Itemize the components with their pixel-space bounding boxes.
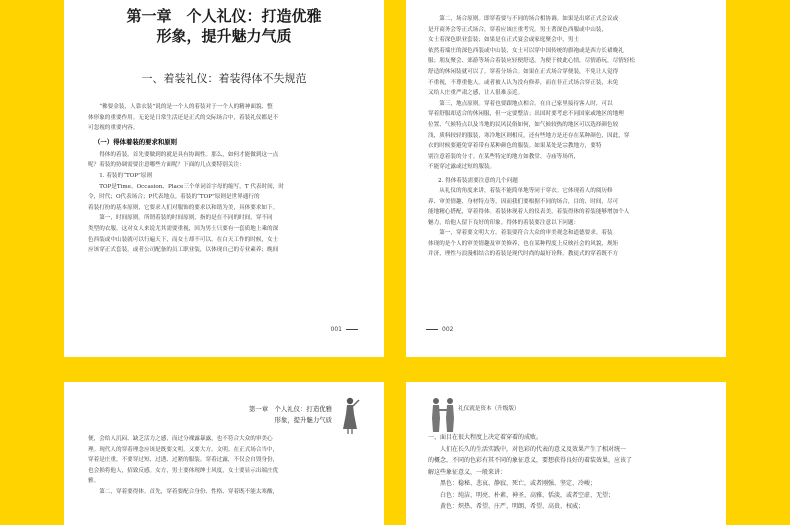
folio-rule [426, 329, 438, 330]
page-number [426, 326, 453, 333]
paragraph-line: 人们在长久的生活实践中，对色彩的代表的意义及效果产生了相对统一 [440, 445, 627, 453]
paragraph-line: 也会损将他人，招致反感。女方，男士要体现绅士风度，女士要显示出端庄优 [88, 467, 279, 474]
paragraph-line: 解这些象征意义，一般来讲： [428, 468, 507, 476]
paragraph-line: 令，时代；O代表场合；P代表地点。着装的“TOP”原则是世界通行的 [88, 194, 260, 201]
paragraph-line: 能地精心搭配，穿着得体。着装体现着人的仪表美，着装得体的着装能够增加个人 [428, 209, 630, 216]
numbered-heading: 2. 得体着装需要注意的几个问题 [438, 177, 518, 184]
paragraph-line: 别注意着装的分寸。在某些特定的地方如教堂、寺庙等场所， [428, 153, 580, 160]
paragraph-line: 第二，穿着要得体。首先，穿着要配合身份、性格、穿着既不能太寒酸， [99, 488, 279, 495]
paragraph-line: 并济，理性与浪漫相结合的着装是现代时尚的最好诠释。教徒式的穿着既不方 [428, 251, 619, 258]
paragraph-line: TOP是Time、Occasion、Place三个单词首字母的缩写。T 代表时间，时 [99, 183, 284, 190]
list-item: 白色：纯洁、明亮、朴素、神圣、高雅、恬淡，或者空虚、无望； [440, 491, 615, 499]
paragraph-line: 雅。 [88, 478, 100, 485]
paragraph-line: 依然着端庄的深色西装或中山装，女士可以穿中国传统的旗袍或是西方长裙晚礼 [428, 47, 624, 54]
page-number-text: 002 [442, 326, 454, 333]
paragraph-line: 舒适的休闲装就可以了。穿着分场合。如果在正式场合穿便装，不免让人觉得 [428, 68, 619, 75]
paragraph-line: 便，会给人沉闷、缺乏活力之感，而过分裸露暴露，也不符合大众的审美心 [88, 436, 273, 442]
paragraph-line: 应该穿正式套装，或者公司配备的员工职业装，以体现自己的专业素养；晚间 [88, 247, 279, 254]
paragraph-line: 第三，地点原则。穿着也要跟地点相合。在自己家里接待客人时，可以 [439, 100, 613, 107]
folio-rule [346, 329, 358, 330]
page-body [88, 434, 360, 498]
paragraph-line: 色西装或中山装就可以行遍天下，而女士却不可以。在白天工作的时候，女士 [88, 236, 279, 243]
paragraph-line: 穿着舒服却适合的休闲服，但一定要整洁；出国时要考虑不同国家或地区的地理 [428, 111, 624, 118]
paragraph-line: 着装打扮的基本原则，它要求人们对服饰的要求以和谐为美，具体要求如下。 [88, 204, 279, 211]
paragraph-line: 第一，时间原则。所谓着装的时间原则，指的是在不同的时间，穿不同 [99, 215, 273, 222]
book-page-1 [64, 0, 384, 357]
subsection-heading: （一）得体着装的要求和原则 [94, 137, 178, 146]
paragraph-line: 一、面目在很大程度上决定着穿着的成败。 [428, 434, 543, 441]
paragraph-line: 体形象的重要作用。无论是日常生活还是正式的交际场合中，着装礼仪都是不 [88, 114, 279, 121]
page-number [331, 326, 358, 333]
book-page-3 [64, 382, 384, 525]
paragraph-line: 是开商务会等正式场合，穿着应该庄重考究。男士著深色西服或中山装， [428, 26, 608, 33]
book-page-2 [406, 0, 726, 357]
paragraph-line: 魅力，给他人留下良好的印象。得体的着装要注意以下问题： [428, 219, 580, 226]
paragraph-line: 浅，质料较轻的服装，寒冷地区则相反。还有些地方是还存在某种颜色，因此，穿 [428, 132, 630, 139]
page-number-text: 001 [330, 326, 342, 333]
running-head [249, 404, 332, 426]
paragraph-line: 服；朋友聚会、郊游等场合着装应轻便舒适。为便于彼此心情，尽情游玩，尽情轻松 [428, 58, 635, 65]
paragraph-line: 从礼仪的角度来讲，着装不能简单地等同于穿衣。它体现着人的阅历修 [439, 187, 613, 194]
paragraph-line: 又给人庄重严肃之感，让人很难亲近。 [428, 90, 524, 97]
paragraph-line: “佛要金装，人靠衣装”说的是一个人的着装对于一个人的精神面貌、整 [99, 104, 273, 110]
chapter-title [88, 6, 360, 46]
paragraph-line: 第二，场合原则。即穿着要与不同的场合相协调。如果是出席正式会议或 [439, 16, 619, 22]
list-item: 黄色：炽热、希望、庄严、明朗、希望、高贵、权威； [440, 503, 585, 510]
paragraph-line: 不重视，不尊重他人。或者被人认为没有修养，而在非正式场合穿正装，未免 [428, 79, 619, 86]
paragraph-line: 类型的衣服。这对女人来说尤其需要重视，因为男士只要有一套质地上乘的深 [88, 225, 279, 232]
paragraph-line: 穿着是庄重，不要穿过短、过透、过紧的服装。穿着过露，不仅会自毁身份， [88, 457, 279, 464]
handshake-silhouette-icon [428, 396, 458, 432]
paragraph-line: 理。现代人的穿着理念应该是既要文明，又要大方，文明。在正式场合当中， [88, 446, 279, 453]
chapter-title-line1: 第一章 个人礼仪：打造优雅 [126, 7, 322, 25]
woman-silhouette-icon [338, 396, 362, 434]
paragraph-line: 养、审美情趣、身材特点等，因而我们要根据不同的场合，目的、时间，尽可 [428, 198, 619, 205]
paragraph-line: 呢？着装的协调需要注意哪些方面呢？下面的几点要特别关注： [88, 162, 245, 169]
running-head-line1: 第一章 个人礼仪：打造优雅 [248, 405, 332, 413]
section-title: 一、着装礼仪：着装得体不失规范 [141, 72, 307, 85]
page-body [428, 432, 704, 513]
running-head-line2: 形象，提升魅力气质 [274, 416, 332, 424]
paragraph-line: 衣的时候要避免穿着带有某种颜色的服装。如果某处是宗教地方，要特 [428, 143, 602, 150]
running-head: 礼仪就是资本（升级版） [458, 406, 520, 412]
paragraph-line: 可忽视的重要内容。 [88, 125, 139, 132]
paragraph-line: 女士着深色职业套装；如果是在正式宴会或家庭聚会中，男士 [428, 37, 580, 44]
paragraph-line: 的概念，不同的色彩有其不同的象征意义，要想获得良好的着装效果，应该了 [428, 457, 633, 464]
paragraph-line: 第一，穿着要文明大方。着装要符合大众的审美观念和道德要求。着装 [439, 230, 613, 237]
paragraph-line: 体现的是个人的审美情趣及审美修养，也在某种程度上反映社会的风貌，规矩 [428, 240, 619, 247]
paragraph-line: 得体的着装，首先要做到的就是具有协调性。那么，如何才能做到这一点 [99, 151, 279, 158]
chapter-title-line2: 形象，提升魅力气质 [156, 27, 292, 45]
book-page-4 [406, 382, 726, 525]
paragraph-line: 位置、气候特点以及当地的民风民俗如何，如气候较热的地区可以选择颜色较 [428, 121, 619, 128]
paragraph-line: 1. 着装的“TOP”原则 [99, 172, 153, 179]
paragraph-line: 不能穿过露或过短的服装。 [428, 164, 496, 171]
list-item: 黑色：稳秘、悲哀、静寂、死亡，或者刚强、坚定、冷峻； [440, 480, 597, 487]
